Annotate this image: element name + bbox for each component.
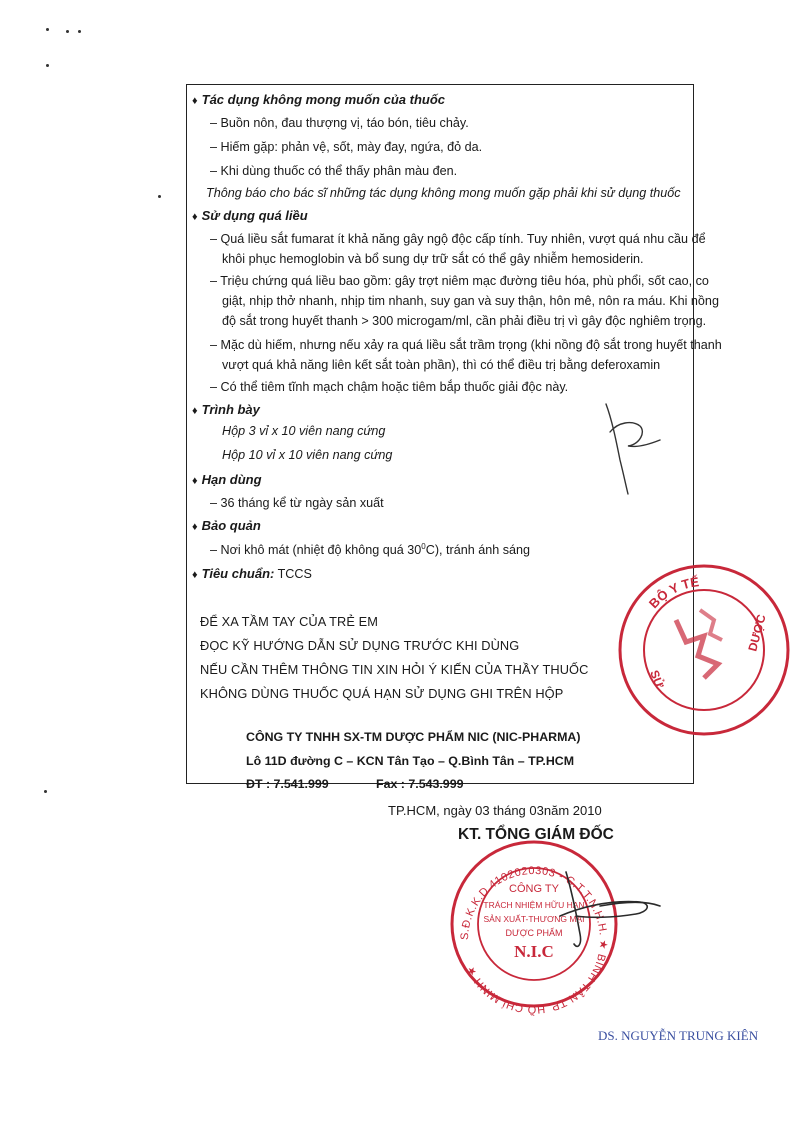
director-title: KT. TỔNG GIÁM ĐỐC — [458, 826, 614, 843]
scan-speck — [44, 790, 47, 793]
shelf-life-item: – 36 tháng kể từ ngày sản xuất — [210, 496, 384, 510]
presentation-item: Hộp 3 vỉ x 10 viên nang cứng — [222, 424, 386, 438]
section-overdose-title — [192, 208, 308, 223]
section-title-text: Sử dụng quá liều — [201, 208, 308, 223]
section-shelf-life-title — [192, 472, 262, 487]
stamp-text: DƯỢC PHẨM — [505, 928, 563, 938]
diamond-bullet-icon: ♦ — [192, 211, 198, 223]
standard-value: TCCS — [274, 567, 312, 581]
section-side-effects-title — [192, 92, 445, 107]
section-title-text: Hạn dùng — [201, 472, 262, 487]
company-seal-stamp — [452, 842, 616, 1016]
side-effect-item: – Buồn nôn, đau thượng vị, táo bón, tiêu chảy. — [210, 116, 469, 130]
storage-text: C), tránh ánh sáng — [425, 543, 531, 558]
scan-speck — [46, 64, 49, 67]
section-title-text: Tác dụng không mong muốn của thuốc — [201, 92, 446, 107]
stamp-ring-text: S.Đ.K.K.D 4102020303 - C.T.T.N.H.H. ★ BÌNH TÂN TP. HỒ CHÍ MINH ★ — [458, 864, 610, 1016]
warning-line: ĐỌC KỸ HƯỚNG DẪN SỬ DỤNG TRƯỚC KHI DÙNG — [200, 638, 520, 653]
diamond-bullet-icon: ♦ — [192, 569, 198, 581]
stamp-ring-fragment: DƯỢC — [745, 612, 769, 653]
overdose-line: – Triệu chứng quá liều bao gồm: gây trợt niêm mạc đường tiêu hóa, phù phổi, sốt cao, co — [210, 274, 709, 288]
overdose-line: khôi phục hemoglobin và bổ sung dự trữ sắt có thể gây nhiễm hemosiderin. — [222, 252, 644, 266]
stamp-text: N.I.C — [514, 942, 554, 961]
stamp-text: TRÁCH NHIỆM HỮU HẠN — [483, 900, 585, 910]
overdose-line: – Quá liều sắt fumarat ít khả năng gây ngộ độc cấp tính. Tuy nhiên, vượt quá nhu cầu để — [210, 232, 706, 246]
presentation-item: Hộp 10 vỉ x 10 viên nang cứng — [222, 448, 393, 462]
section-title-text: Tiêu chuẩn: — [201, 566, 275, 581]
degree-superscript: 0 — [421, 542, 426, 551]
overdose-line: – Có thể tiêm tĩnh mạch chậm hoặc tiêm bắp thuốc giải độc này. — [210, 380, 569, 394]
svg-text:S.Đ.K.K.D 4102020303 - C.T.T.N — [459, 865, 609, 1016]
warning-line: KHÔNG DÙNG THUỐC QUÁ HẠN SỬ DỤNG GHI TRÊN HỘP — [200, 686, 564, 701]
overdose-line: giật, nhịp thở nhanh, nhịp tim nhanh, suy gan và suy thận, hôn mê, nôn ra máu. Khi nồng — [222, 294, 719, 308]
company-fax: Fax : 7.543.999 — [376, 777, 464, 791]
scan-speck — [66, 30, 69, 33]
scan-speck — [78, 30, 81, 33]
section-storage-title — [192, 518, 261, 533]
diamond-bullet-icon: ♦ — [192, 475, 198, 487]
overdose-line: độ sắt trong huyết thanh > 300 microgam/ml, cần phải điều trị vì gây độc nghiêm trọng. — [222, 314, 707, 328]
storage-text: – Nơi khô mát (nhiệt độ không quá 30 — [210, 543, 422, 558]
stamp-text: SẢN XUẤT-THƯƠNG MẠI — [483, 914, 585, 924]
diamond-bullet-icon: ♦ — [192, 521, 198, 533]
section-standard — [192, 566, 312, 581]
section-title-text: Trình bày — [201, 402, 260, 417]
stamp-ring-text: BỘ Y TẾ — [645, 574, 700, 612]
section-presentation-title — [192, 402, 260, 417]
date-line: TP.HCM, ngày 03 tháng 03năm 2010 — [388, 803, 602, 818]
stamp-text: CÔNG TY — [509, 883, 559, 895]
warning-line: NẾU CẦN THÊM THÔNG TIN XIN HỎI Ý KIẾN CỦA THẦY THUỐC — [200, 662, 589, 677]
scan-speck — [158, 195, 161, 198]
signer-name: DS. NGUYỄN TRUNG KIÊN — [598, 1028, 759, 1043]
overdose-line: vượt quá khả năng liên kết sắt toàn phần), thì có thể điều trị bằng deferoxamin — [222, 358, 661, 372]
company-address: Lô 11D đường C – KCN Tân Tạo – Q.Bình Tân – TP.HCM — [246, 754, 575, 768]
director-signature — [560, 872, 660, 946]
section-title-text: Bảo quản — [201, 518, 261, 533]
warning-line: ĐỂ XA TẦM TAY CỦA TRẺ EM — [200, 614, 379, 629]
side-effect-item: – Hiếm gặp: phản vệ, sốt, mày đay, ngứa, đỏ da. — [210, 140, 483, 154]
diamond-bullet-icon: ♦ — [192, 95, 198, 107]
diamond-bullet-icon: ♦ — [192, 405, 198, 417]
storage-item — [210, 542, 530, 557]
company-phone: ĐT : 7.541.999 — [246, 777, 329, 791]
overdose-line: – Mặc dù hiếm, nhưng nếu xảy ra quá liều sắt trầm trọng (khi nồng độ sắt trong huyết thanh — [210, 338, 722, 352]
stamp-ring-fragment: SỬ — [647, 668, 667, 690]
scan-speck — [46, 28, 49, 31]
side-effect-item: – Khi dùng thuốc có thể thấy phân màu đen. — [210, 164, 458, 178]
company-name: CÔNG TY TNHH SX-TM DƯỢC PHẨM NIC (NIC-PHARMA) — [246, 730, 581, 744]
side-effect-note: Thông báo cho bác sĩ những tác dụng không mong muốn gặp phải khi sử dụng thuốc — [206, 186, 681, 200]
